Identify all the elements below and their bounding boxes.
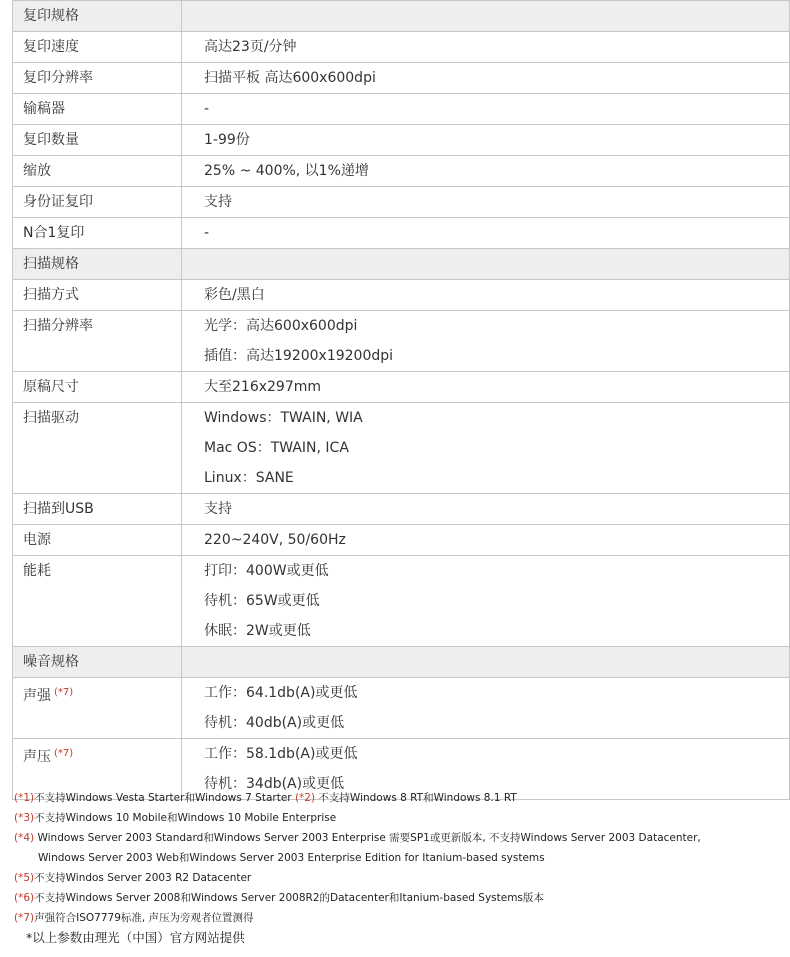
spec-value: 扫描平板 高达600x600dpi: [204, 70, 376, 86]
footnote-tag: (*6): [14, 892, 35, 904]
footnote-continuation: Windows Server 2003 Web和Windows Server 2003 Enterprise Edition for Itanium-based systems: [38, 852, 545, 864]
footnote-text: 不支持Windos Server 2003 R2 Datacenter: [34, 872, 252, 884]
section-header-scan: [13, 249, 790, 280]
spec-row: [13, 372, 790, 403]
spec-label: 复印分辨率: [23, 70, 93, 86]
spec-label: 身份证复印: [23, 194, 93, 210]
spec-label: 扫描驱动: [23, 410, 79, 426]
spec-label: 原稿尺寸: [23, 379, 79, 395]
footnote-tag: (*7): [14, 912, 35, 924]
spec-label: 输稿器: [23, 101, 65, 117]
spec-value: 光学：高达600x600dpi: [204, 318, 358, 334]
spec-value: Windows：TWAIN, WIA: [204, 410, 363, 426]
spec-value: 待机：65W或更低: [204, 593, 320, 609]
spec-label: 扫描到USB: [23, 501, 94, 517]
footnote: [14, 908, 784, 928]
spec-row: [13, 280, 790, 311]
footnote-text: 不支持Windows Vesta Starter和Windows 7 Starter: [34, 792, 292, 804]
spec-label: 扫描分辨率: [23, 318, 93, 334]
section-title: 复印规格: [13, 1, 182, 32]
spec-value: 220~240V, 50/60Hz: [204, 532, 346, 548]
spec-value: 插值：高达19200x19200dpi: [204, 348, 394, 364]
spec-value: 支持: [204, 501, 232, 517]
footnote: [14, 788, 784, 808]
spec-label: 能耗: [23, 563, 51, 579]
spec-value: -: [204, 101, 210, 117]
footnote-tag: (*4): [14, 832, 35, 844]
spec-value: -: [204, 225, 210, 241]
section-header-noise: [13, 647, 790, 678]
spec-row: [13, 63, 790, 94]
footnote: [14, 828, 784, 848]
spec-row: [13, 218, 790, 249]
footnote-ref: (*7): [54, 687, 74, 698]
spec-row: [13, 32, 790, 63]
section-title: 噪音规格: [13, 647, 182, 678]
spec-label: 声压: [23, 749, 51, 765]
section-header-copy: [13, 1, 790, 32]
spec-row: [13, 403, 790, 494]
footnote-text: 不支持Windows Server 2008和Windows Server 2008R2的Datacenter和Itanium-based Systems版本: [34, 892, 544, 904]
spec-value: 工作：58.1db(A)或更低: [204, 746, 358, 762]
footnote-text: 不支持Windows 10 Mobile和Windows 10 Mobile Enterprise: [34, 812, 337, 824]
spec-row: [13, 125, 790, 156]
spec-value: Linux：SANE: [204, 470, 294, 486]
footnote-tag: (*5): [14, 872, 35, 884]
footnote-text: 声强符合ISO7779标准, 声压为旁观者位置测得: [34, 912, 254, 924]
spec-row: [13, 187, 790, 218]
footnote-tag: (*3): [14, 812, 35, 824]
spec-label: 复印速度: [23, 39, 79, 55]
spec-value: 休眠：2W或更低: [204, 623, 311, 639]
spec-row: [13, 156, 790, 187]
spec-table: [12, 0, 790, 800]
spec-value: 待机：40db(A)或更低: [204, 715, 345, 731]
spec-value: 大至216x297mm: [204, 379, 322, 395]
spec-value: 1-99份: [204, 132, 250, 148]
spec-value: 25% ~ 400%, 以1%递增: [204, 163, 369, 179]
section-title: 扫描规格: [13, 249, 182, 280]
footnote-ref: (*7): [54, 748, 74, 759]
spec-label: 电源: [23, 532, 51, 548]
source-credit: *以上参数由理光（中国）官方网站提供: [26, 930, 245, 945]
spec-value: Mac OS：TWAIN, ICA: [204, 440, 349, 456]
spec-value: 工作：64.1db(A)或更低: [204, 685, 358, 701]
spec-row: [13, 525, 790, 556]
spec-row: [13, 94, 790, 125]
spec-label: 缩放: [23, 163, 51, 179]
spec-label: 声强: [23, 688, 51, 704]
spec-label: 复印数量: [23, 132, 79, 148]
spec-row: [13, 556, 790, 647]
spec-value: 彩色/黑白: [204, 287, 265, 303]
footnotes: [14, 788, 784, 948]
footnote: [14, 868, 784, 888]
spec-value: 高达23页/分钟: [204, 39, 297, 55]
spec-value: 待机：34db(A)或更低: [204, 776, 345, 792]
spec-row: [13, 311, 790, 372]
footnote-text: Windows Server 2003 Standard和Windows Server 2003 Enterprise 需要SP1或更新版本, 不支持Windows Server 2003 Datacenter,: [37, 832, 701, 844]
spec-row: [13, 494, 790, 525]
spec-value: 支持: [204, 194, 232, 210]
footnote: [14, 888, 784, 908]
footnote-tag: (*1): [14, 792, 35, 804]
footnote: [14, 808, 784, 828]
spec-label: N合1复印: [23, 225, 85, 241]
spec-value: 打印：400W或更低: [204, 563, 329, 579]
footnote-text: 不支持Windows 8 RT和Windows 8.1 RT: [318, 792, 517, 804]
spec-label: 扫描方式: [23, 287, 79, 303]
spec-row: [13, 678, 790, 739]
footnote-tag: (*2): [294, 792, 316, 804]
